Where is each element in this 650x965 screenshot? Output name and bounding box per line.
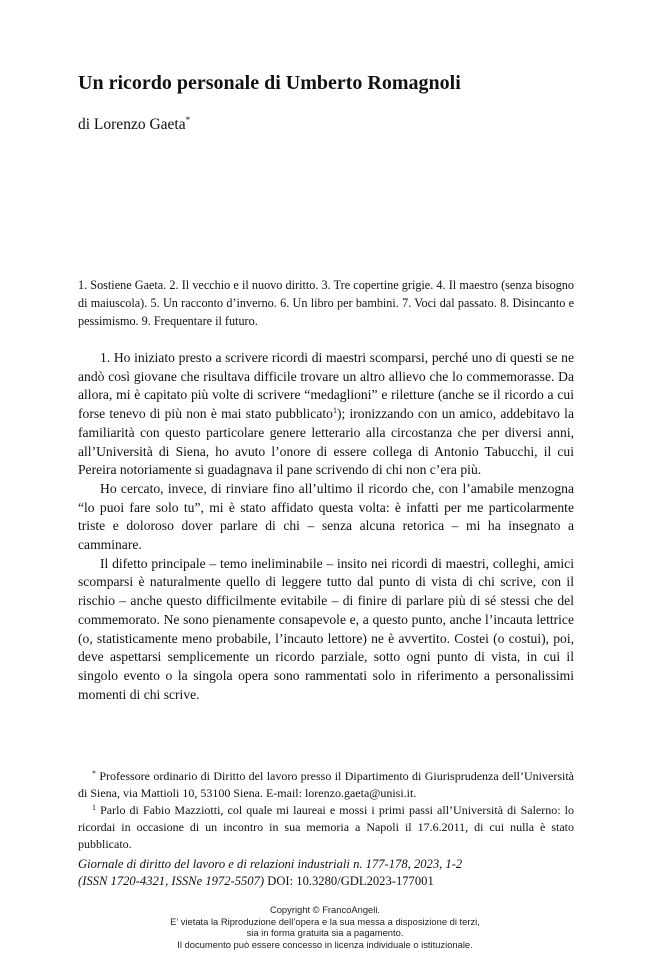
article-author — [78, 115, 190, 135]
footnote-1-mark: 1 — [92, 803, 96, 812]
journal-doi[interactable]: DOI: 10.3280/GDL2023-177001 — [264, 874, 434, 888]
journal-line-2 — [78, 873, 574, 890]
article-title: Un ricordo personale di Umberto Romagnoli — [78, 72, 461, 94]
footnote-star-text: Professore ordinario di Diritto del lavoro presso il Dipartimento di Giurisprudenza dell’Università di Siena, via Mattioli 10, 53100 Siena. E-mail: lorenzo.gaeta@unisi.it. — [78, 769, 574, 800]
copyright-line-4: Il documento può essere concesso in licenza individuale o istituzionale. — [177, 938, 473, 950]
journal-issn: (ISSN 1720-4321, ISSNe 1972-5507) — [78, 874, 265, 888]
body-paragraph-3: Il difetto principale – temo ineliminabile – insito nei ricordi di maestri, colleghi, amici scomparsi è naturalmente quello di leggere tutto dal punto di vista di chi scrive, con il rischio – anche questo difficilmente evitabile – di finire di parlare più di sé stessi che del commemorato. Ne sono pienamente consapevole e, a questo punto, anche l’incauta lettrice (o, statisticamente meno probabile, l’incauto lettore) ne è avvertito. Costei (o costui), poi, deve aspettarsi semplicemente un ricordo parziale, sotto ogni punto di vista, in cui il singolo evento o la singola opera sono rammentati solo in riferimento a personalissimi momenti di chi scrive. — [78, 555, 574, 702]
body-paragraph-2: Ho cercato, invece, di rinviare fino all’ultimo il ricordo che, con l’amabile menzogna “lo puoi fare solo tu”, mi è stato affidato questa volta: è infatti per me particolarmente triste e doloroso dover parlare di chi – senza alcuna retorica – mi ha insegnato a camminare. — [78, 480, 574, 553]
footnote-1-text: Parlo di Fabio Mazziotti, col quale mi laureai e mossi i primi passi all’Università di Salerno: lo ricordai in occasione di un incontro in sua memoria a Napoli il 17.6.2011, di cui nulla è stato pubblicato. — [78, 803, 574, 851]
copyright-line-1: Copyright © FrancoAngeli. — [269, 904, 381, 915]
author-footnote-mark[interactable]: * — [185, 115, 191, 125]
body-paragraph-1 — [78, 349, 574, 480]
article-body — [78, 349, 574, 704]
footnote-ref-1[interactable]: 1 — [332, 406, 337, 416]
journal-line-1 — [78, 856, 574, 873]
copyright-line-3: sia in forma gratuita sia a pagamento. — [246, 927, 404, 938]
footnote-1 — [78, 802, 574, 853]
journal-citation — [78, 856, 574, 890]
article-summary: 1. Sostiene Gaeta. 2. Il vecchio e il nuovo diritto. 3. Tre copertine grigie. 4. Il maestro (senza bisogno di maiuscola). 5. Un racconto d’inverno. 6. Un libro per bambini. 7. Voci dal passato. 8. Disincanto e pessimismo. 9. Frequentare il futuro. — [78, 278, 574, 328]
footnote-author-affiliation — [78, 768, 574, 802]
footnote-star-mark: * — [92, 769, 96, 778]
journal-name: Giornale di diritto del lavoro e di relazioni industriali n. 177-178, 2023, 1-2 — [78, 857, 463, 871]
copyright-notice — [0, 904, 650, 950]
author-name: di Lorenzo Gaeta — [78, 116, 186, 133]
footnotes — [78, 768, 574, 853]
body-paragraph-1-part-a: 1. Ho iniziato presto a scrivere ricordi di maestri scomparsi, perché uno di questi se ne andò così giovane che risultava difficile trovare un altro allievo che lo commemorasse. Da allora, mi è capitato più volte di scrivere “medaglioni” e riletture (anche se il ricordo a cui forse tenevo di più non è mai stato pubblicato — [78, 350, 574, 422]
copyright-line-2: E’ vietata la Riproduzione dell’opera e la sua messa a disposizione di terzi, — [170, 915, 480, 927]
body-paragraph-1-part-b: ); ironizzando con un amico, addebitavo la familiarità con questo particolare genere letterario alla circostanza che per diversi anni, all’Università di Siena, ho avuto l’onore di essere collega di Antonio Tabucchi, il cui Pereira notoriamente si guadagnava il pane scrivendo di chi non c’era più. — [78, 406, 574, 478]
